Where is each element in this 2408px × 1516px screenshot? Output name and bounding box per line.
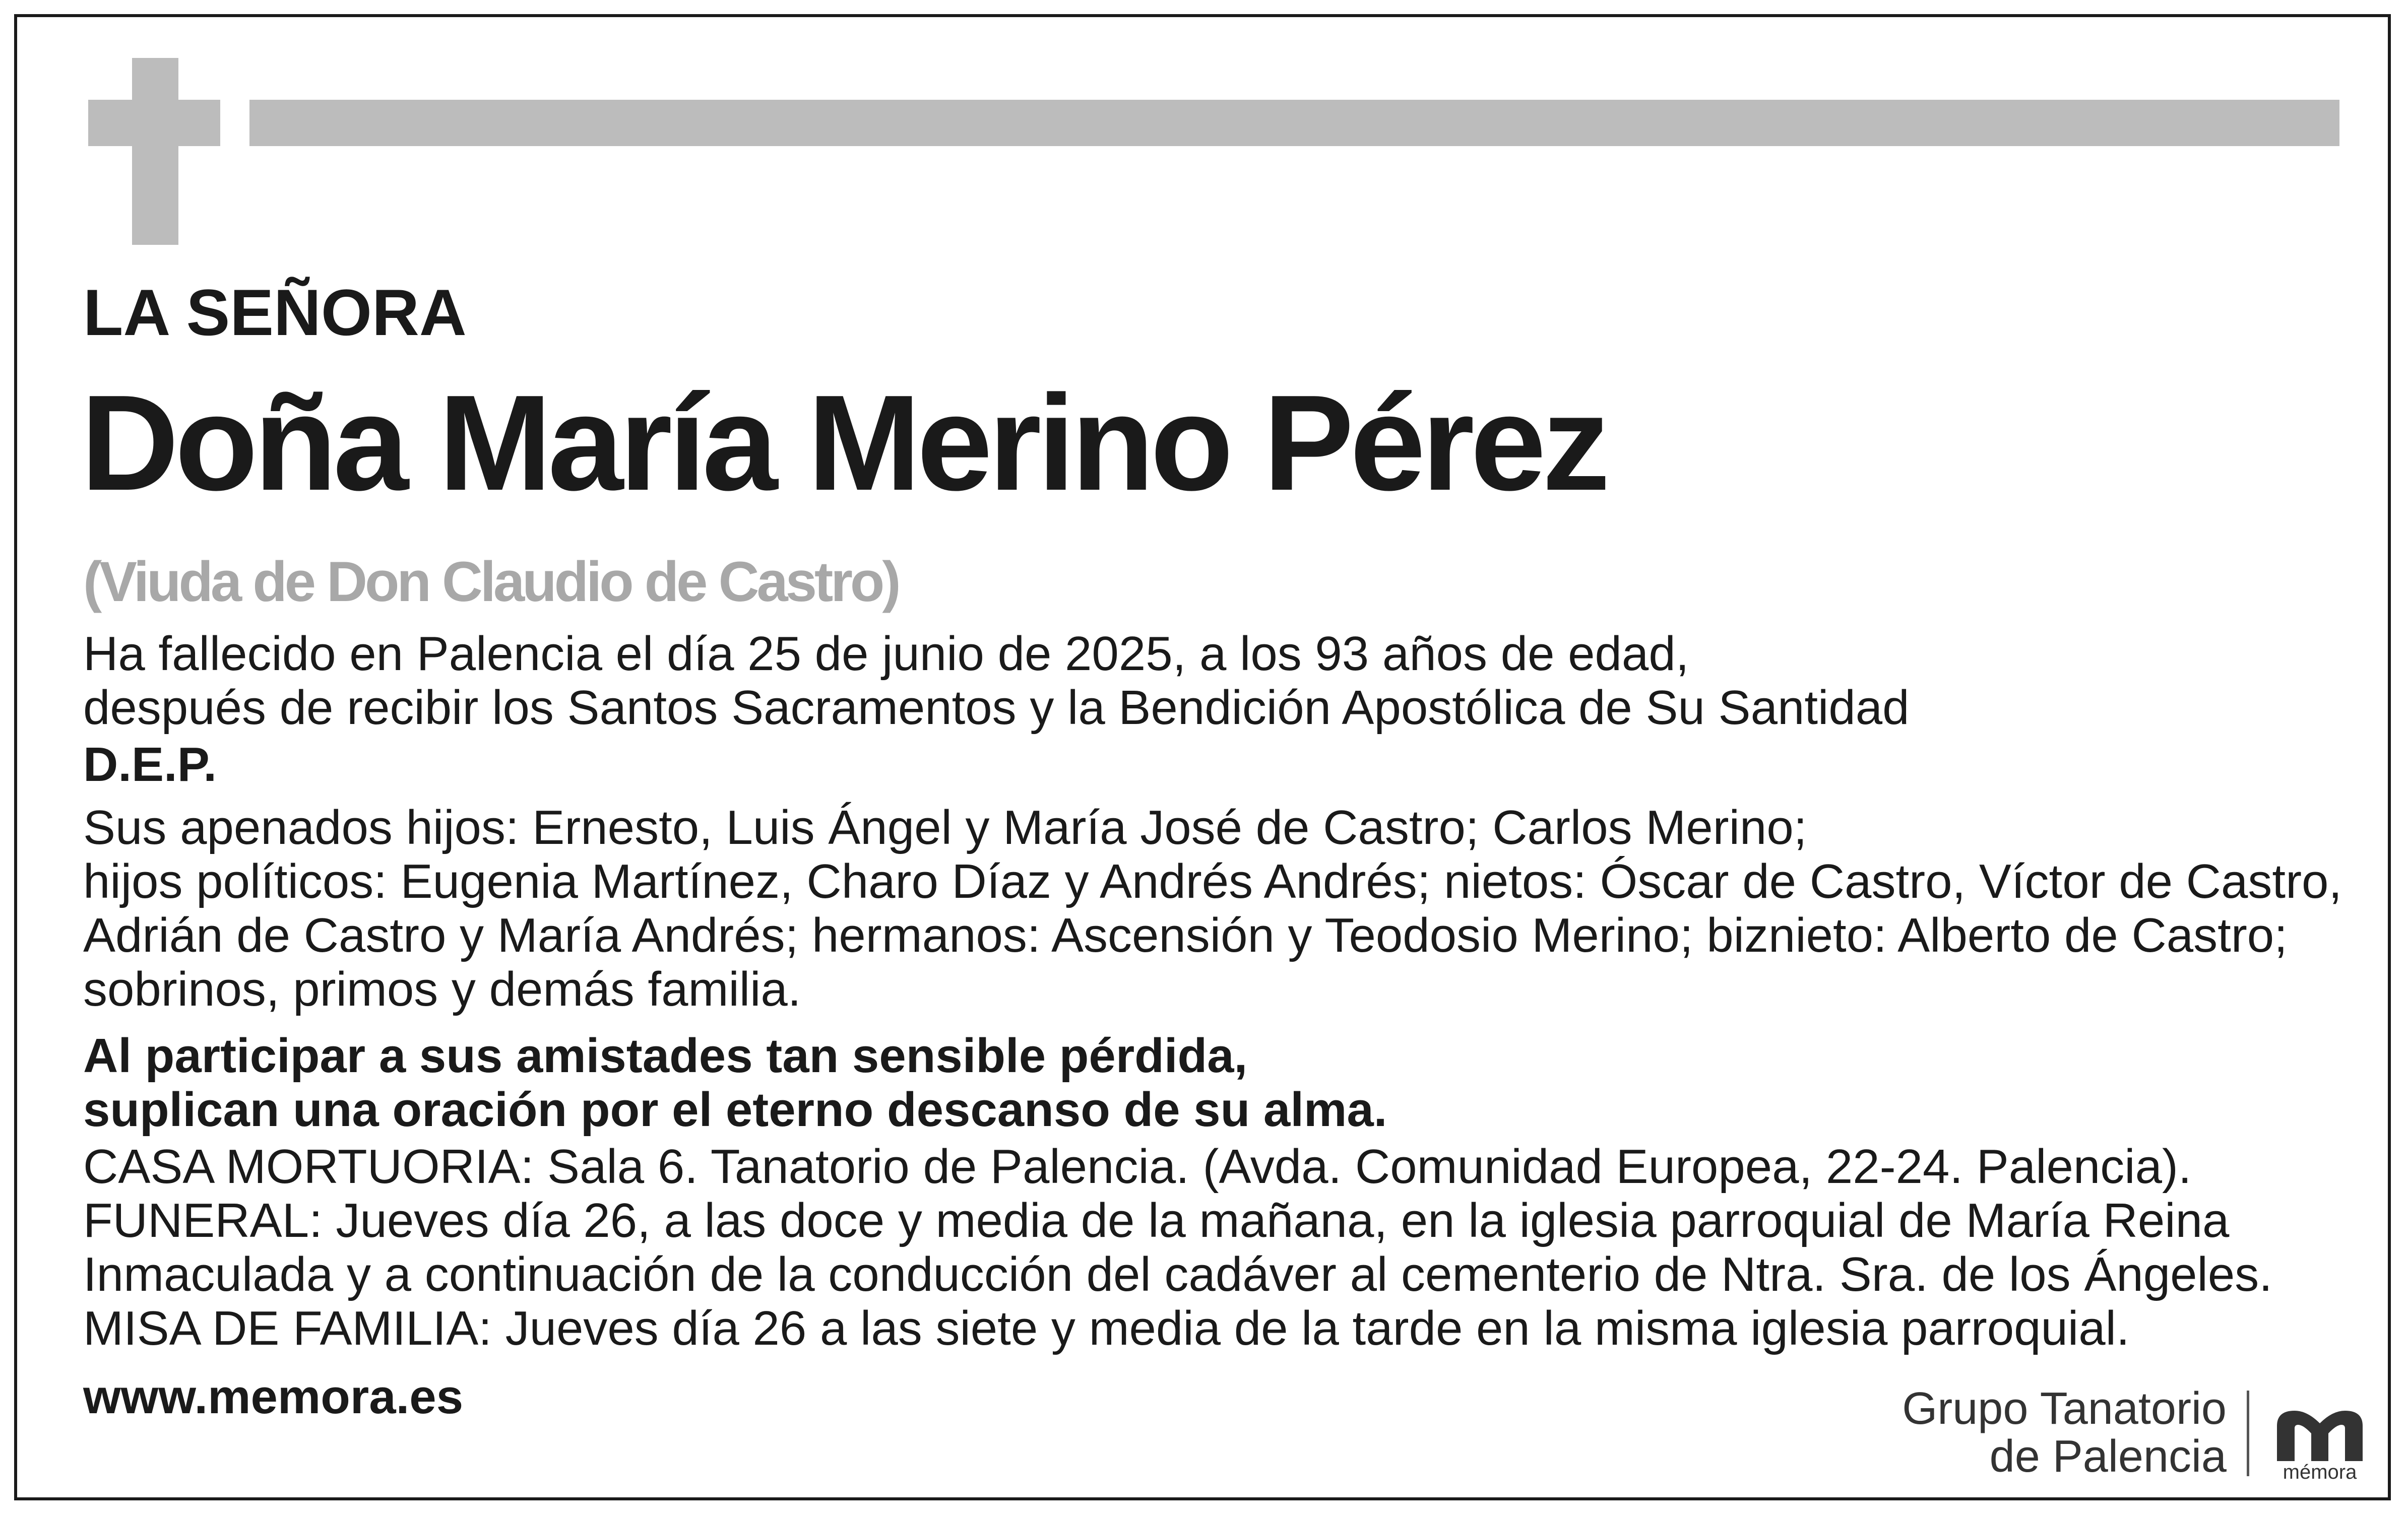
title-label: LA SEÑORA: [83, 276, 467, 349]
request-line-1: Al participar a sus amistades tan sensible pérdida,: [83, 1029, 1248, 1083]
memora-logo-icon: [2272, 1406, 2368, 1461]
family-line-3: Adrián de Castro y María Andrés; hermanos: Ascensión y Teodosio Merino; biznieto: Alberto de Castro;: [83, 908, 2288, 962]
death-info-line-2: después de recibir los Santos Sacramentos y la Bendición Apostólica de Su Santidad: [83, 681, 1910, 735]
cross-icon-horizontal: [88, 100, 220, 146]
death-info-line-1: Ha fallecido en Palencia el día 25 de junio de 2025, a los 93 años de edad,: [83, 627, 1689, 681]
company-name-line-2: de Palencia: [1989, 1431, 2227, 1482]
cross-icon-vertical: [132, 58, 178, 245]
family-line-4: sobrinos, primos y demás familia.: [83, 962, 801, 1016]
family-line-1: Sus apenados hijos: Ernesto, Luis Ángel y María José de Castro; Carlos Merino;: [83, 801, 1807, 854]
misa-familia-line: MISA DE FAMILIA: Jueves día 26 a las siete y media de la tarde en la misma iglesia parroquial.: [83, 1301, 2130, 1355]
widow-note: (Viuda de Don Claudio de Castro): [83, 550, 899, 613]
request-line-2: suplican una oración por el eterno descanso de su alma.: [83, 1083, 1387, 1137]
deceased-name: Doña María Merino Pérez: [81, 367, 1606, 519]
logo-divider: [2247, 1391, 2249, 1476]
family-line-2: hijos políticos: Eugenia Martínez, Charo Díaz y Andrés Andrés; nietos: Óscar de Castro, Víctor de Castro,: [83, 854, 2342, 908]
funeral-line-1: FUNERAL: Jueves día 26, a las doce y media de la mañana, en la iglesia parroquial de María Reina: [83, 1194, 2230, 1247]
funeral-line-2: Inmaculada y a continuación de la conducción del cadáver al cementerio de Ntra. Sra. de los Ángeles.: [83, 1247, 2272, 1301]
website-link[interactable]: www.memora.es: [83, 1370, 464, 1424]
dep-label: D.E.P.: [83, 738, 217, 792]
logo-label: mémora: [2283, 1461, 2357, 1483]
header-rule: [249, 100, 2339, 146]
company-name-line-1: Grupo Tanatorio: [1902, 1383, 2227, 1434]
casa-mortuoria-line: CASA MORTUORIA: Sala 6. Tanatorio de Palencia. (Avda. Comunidad Europea, 22-24. Palencia).: [83, 1140, 2192, 1194]
